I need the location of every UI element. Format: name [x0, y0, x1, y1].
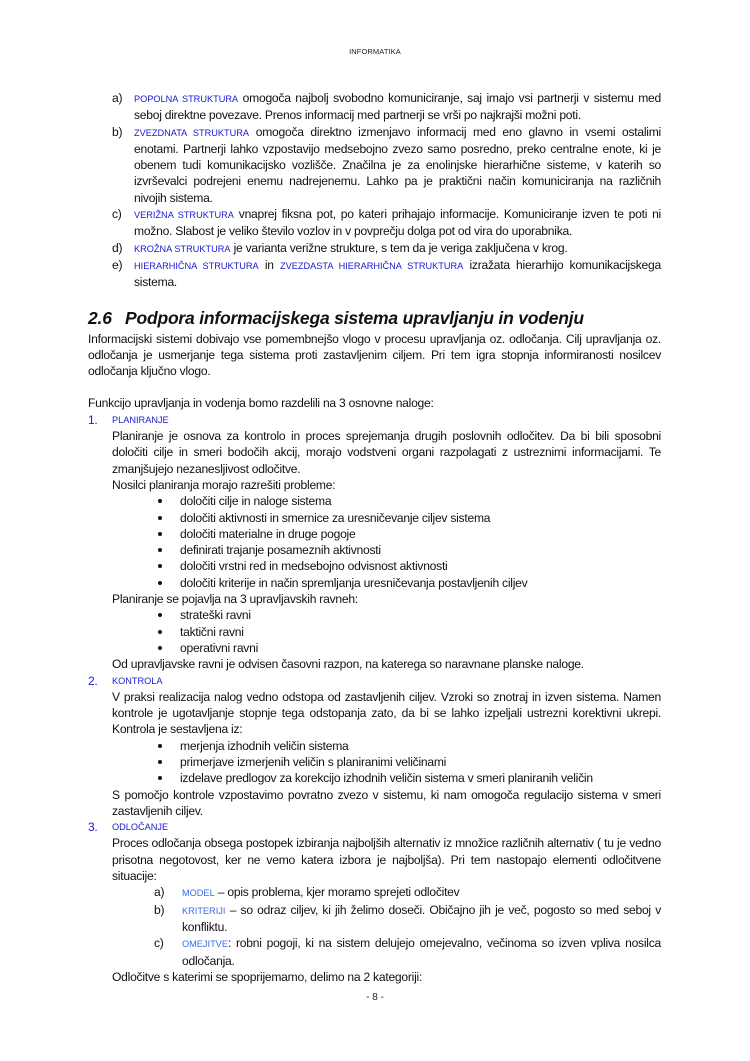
list-item: b) ZVEZDNATA STRUKTURA omogoča direktno izmenjavo informacij med eno glavno in vsemi ostalimi enotami. Partnerji lahko vzpostavijo medsebojno zvezo samo posredno, preko centralne enote, ki je obenem tudi komunikacijsko vozlišče. Značilna je za enolinjske hierarhične sisteme, v katerih so izvrševalci podrejeni enemu nadrejenemu. Lahko pa je praktični način komuniciranja na različnih nivojih sistema. — [112, 124, 661, 205]
bullet-icon — [158, 613, 162, 617]
term: VERIŽNA STRUKTURA — [134, 210, 234, 221]
section-heading — [88, 307, 661, 329]
list-item: določiti aktivnosti in smernice za uresničevanje ciljev sistema — [88, 510, 661, 526]
list-item: izdelave predlogov za korekcijo izhodnih veličin sistema v smeri planiranih veličin — [88, 770, 661, 786]
term: ZVEZDNATA STRUKTURA — [134, 127, 250, 138]
bullet-icon — [158, 564, 162, 568]
list-item: e) HIERARHIČNA STRUKTURA in ZVEZDASTA HIERARHIČNA STRUKTURA izražata hierarhijo komunikacijskega sistema. — [112, 257, 661, 290]
section-lead: Funkcijo upravljanja in vodenja bomo razdelili na 3 osnovne naloge: — [88, 396, 434, 411]
page-content — [88, 90, 661, 985]
bullet-icon — [158, 499, 162, 503]
bullet-icon — [158, 516, 162, 520]
structure-list — [88, 90, 661, 291]
list-item: strateški ravni — [88, 607, 661, 623]
page-number: - 8 - — [366, 992, 384, 1003]
bullet-icon — [158, 760, 162, 764]
term: MODEL — [182, 888, 215, 899]
bullet-icon — [158, 646, 162, 650]
bullet-icon — [158, 581, 162, 585]
task-title: PLANIRANJE — [112, 414, 169, 425]
list-item: definirati trajanje posameznih aktivnosti — [88, 542, 661, 558]
list-item: določiti materialne in druge pogoje — [88, 526, 661, 542]
running-header: INFORMATIKA — [349, 47, 401, 56]
list-item: operativni ravni — [88, 640, 661, 656]
task-planiranje: 1. PLANIRANJE Planiranje je osnova za kontrolo in proces sprejemanja drugih poslovnih odločitev. Da bi bili sposobni določiti cilje in smeri bodočih akcij, morajo vodstveni organi razpolagati z ustreznimi informacijami. Te zmanjšujejo nezanesljivost odločitve. Nosilci planiranja morajo razrešiti probleme: določiti cilje in naloge sistema določiti aktivnosti in smernice za uresničevanje ciljev sistema določiti materialne in druge pogoje definirati trajanje posameznih aktivnosti določiti vrstni red in medsebojno odvisnost aktivnosti določiti kriterije in način spremljanja uresničevanja postavljenih ciljev Planiranje se pojavlja na 3 upravljavskih ravneh: strateški ravni taktični ravni operativni ravni Od upravljavske ravni je odvisen časovni razpon, na katerega so naravnane planske naloge. — [88, 412, 661, 672]
list-item: določiti cilje in naloge sistema — [88, 493, 661, 509]
problems-list — [88, 493, 661, 591]
list-item: merjenja izhodnih veličin sistema — [88, 738, 661, 754]
list-item: d) KROŽNA STRUKTURA je varianta verižne strukture, s tem da je veriga zaključena v krog. — [112, 240, 568, 255]
list-item: taktični ravni — [88, 624, 661, 640]
decision-elements-list — [88, 884, 661, 968]
task-odlocanje: 3. ODLOČANJE Proces odločanja obsega postopek izbiranja najboljših alternativ iz množice različnih alternativ ( tu je vedno prisotna negotovost, ker ne vemo katera izbora je najboljša). Pri tem nastopajo elementi odločitvene situacije: a) MODEL – opis problema, kjer moramo sprejeti odločitev b) KRITERIJI – so odraz ciljev, ki jih želimo doseči. Običajno jih je več, pogosto so med seboj v konfliktu. c) OMEJITVE: robni pogoji, ki na sistem delujejo omejevalno, večinoma so izven vpliva nosilca odločanja. Odločitve s katerimi se spoprijemamo, delimo na 2 kategoriji: — [88, 820, 661, 984]
list-item: določiti vrstni red in medsebojno odvisnost aktivnosti — [88, 558, 661, 574]
levels-list — [88, 607, 661, 656]
section-title: Podpora informacijskega sistema upravljanju in vodenju — [125, 307, 584, 328]
term: ZVEZDASTA HIERARHIČNA STRUKTURA — [280, 260, 464, 271]
list-item: b) KRITERIJI – so odraz ciljev, ki jih želimo doseči. Običajno jih je več, pogosto so med seboj v konfliktu. — [154, 902, 661, 934]
control-items-list — [88, 738, 661, 787]
section-number: 2.6 — [88, 307, 112, 328]
term: POPOLNA STRUKTURA — [134, 94, 239, 104]
term: KRITERIJI — [182, 905, 226, 916]
list-item: a) MODEL – opis problema, kjer moramo sprejeti odločitev — [154, 885, 460, 900]
list-item: a) POPOLNA STRUKTURA omogoča najbolj svobodno komuniciranje, saj imajo vsi partnerji v sistemu med seboj direktne povezave. Prenos informacij med partnerji se vrši po najkrajši možni poti. — [112, 91, 661, 123]
bullet-icon — [158, 630, 162, 634]
bullet-icon — [158, 548, 162, 552]
bullet-icon — [158, 532, 162, 536]
task-kontrola: 2. KONTROLA V praksi realizacija nalog vedno odstopa od zastavljenih ciljev. Vzroki so znotraj in izven sistema. Namen kontrole je ugotavljanje stopnje tega odstopanja zato, da bi se lahko izpeljali ustrezni korektivni ukrepi. Kontrola je sestavljena iz: merjenja izhodnih veličin sistema primerjave izmerjenih veličin s planiranimi veličinami izdelave predlogov za korekcijo izhodnih veličin sistema v smeri planiranih veličin S pomočjo kontrole vzpostavimo povratno zvezo v sistemu, ki nam omogoča regulacijo sistema v smeri zastavljenih ciljev. — [88, 673, 661, 818]
term: KROŽNA STRUKTURA — [134, 243, 231, 254]
bullet-icon — [158, 776, 162, 780]
task-number: 3. — [88, 820, 98, 835]
task-number: 1. — [88, 412, 98, 427]
section-intro: Informacijski sistemi dobivajo vse pomembnejšo vlogo v procesu upravljanja oz. odločanja. Cilj upravljanja oz. odločanja je usmerjanje tega sistema proti zastavljenim ciljem. Pri tem igra stopnja informiranosti nosilcev odločanja ključno vlogo. — [88, 331, 661, 379]
term: OMEJITVE — [182, 939, 228, 950]
list-item: primerjave izmerjenih veličin s planiranimi veličinami — [88, 754, 661, 770]
term: HIERARHIČNA STRUKTURA — [134, 260, 259, 271]
list-item: c) OMEJITVE: robni pogoji, ki na sistem delujejo omejevalno, večinoma so izven vpliva nosilca odločanja. — [154, 936, 661, 968]
task-title: KONTROLA — [112, 675, 163, 686]
task-title: ODLOČANJE — [112, 822, 169, 833]
list-item: c) VERIŽNA STRUKTURA vnaprej fiksna pot, po kateri prihajajo informacije. Komuniciranje izven te poti ni možno. Slabost je veliko število vozlov in v povprečju dolga pot od vira do uporabnika. — [112, 207, 661, 239]
bullet-icon — [158, 744, 162, 748]
list-item: določiti kriterije in način spremljanja uresničevanja postavljenih ciljev — [88, 575, 661, 591]
task-number: 2. — [88, 673, 98, 688]
